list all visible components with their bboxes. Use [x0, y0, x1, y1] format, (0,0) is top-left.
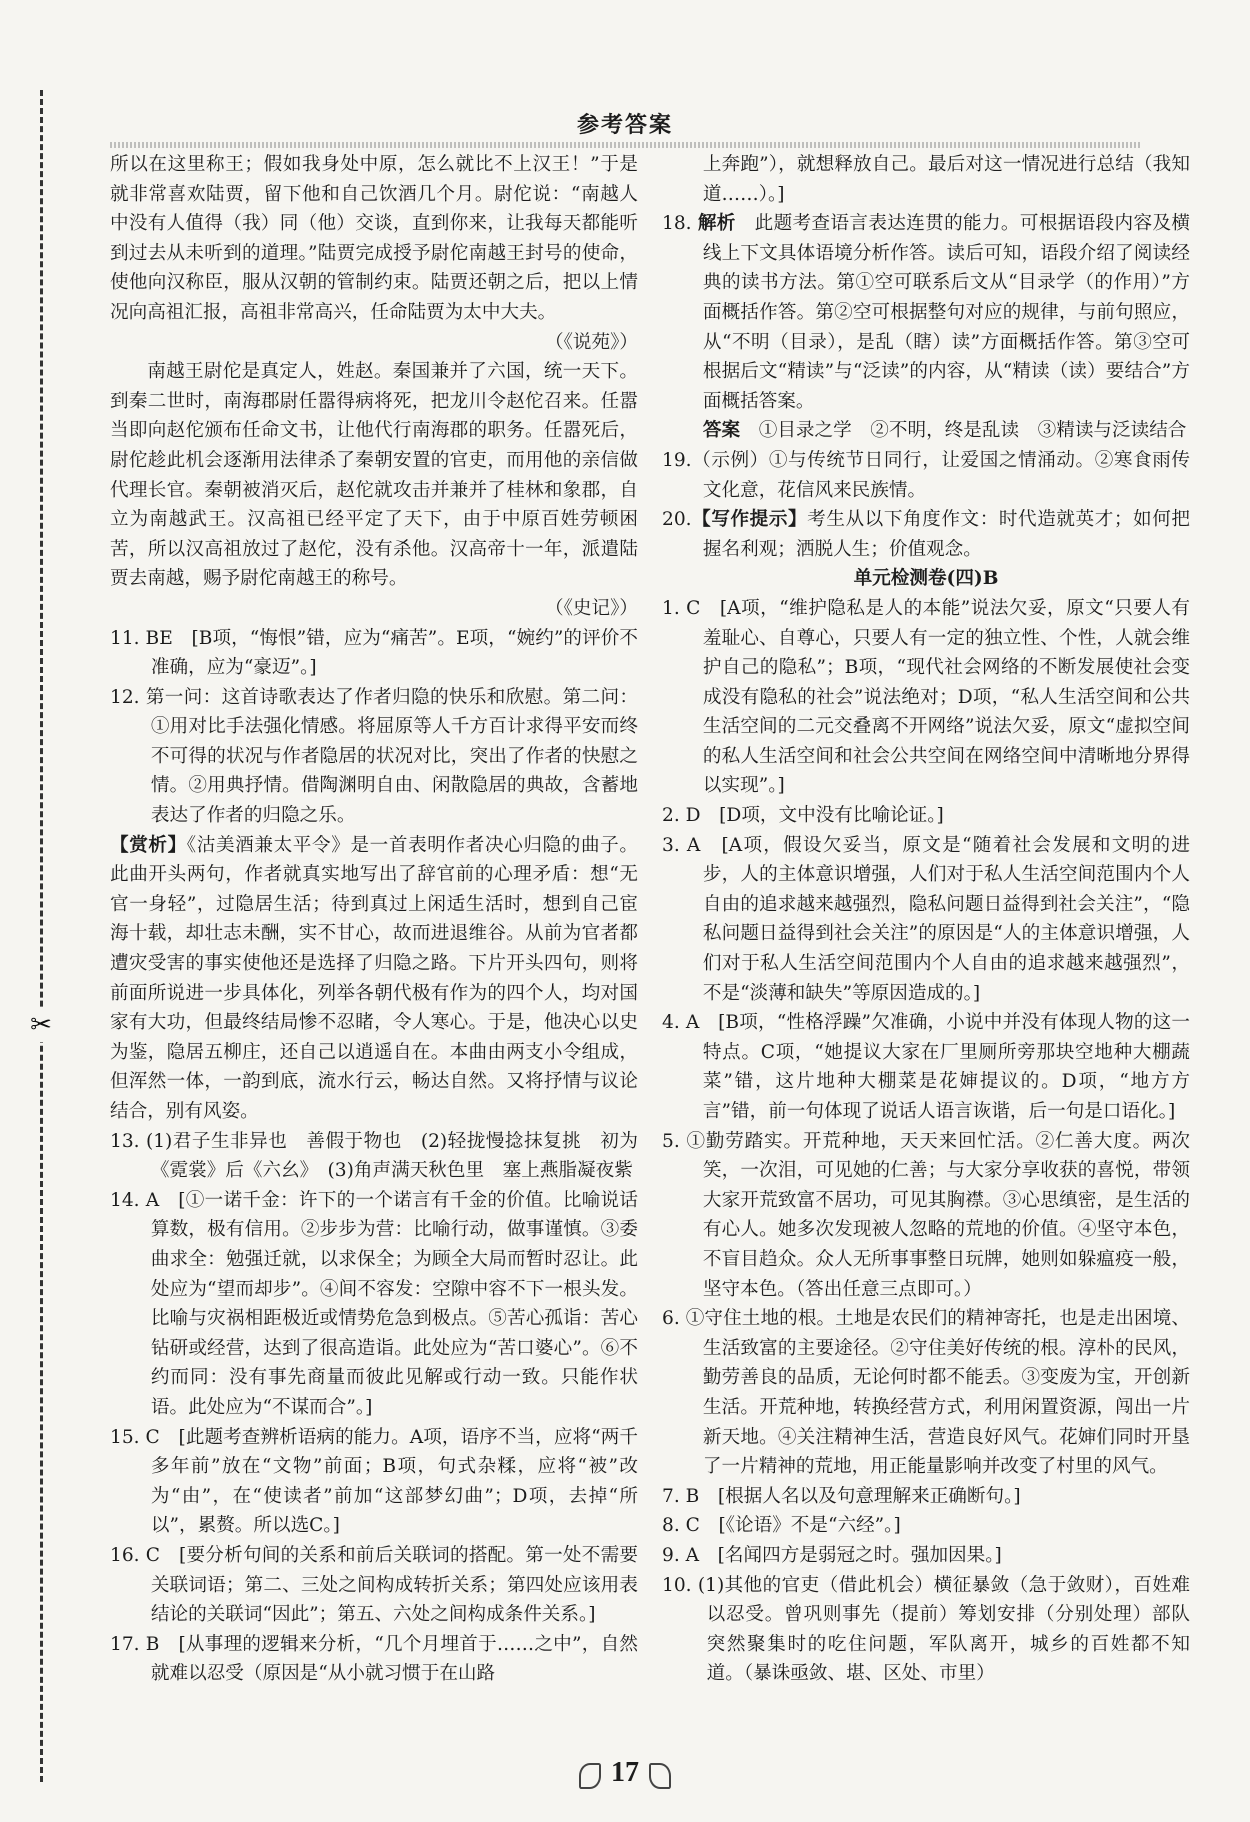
source-note: （《说苑》） [545, 331, 638, 353]
answer-continuation: 上奔跑”），就想释放自己。最后对这一情况进行总结（我知道……）。] [702, 154, 1190, 205]
answer-item: 18. 解析 此题考查语言表达连贯的能力。可根据语段内容及横线上下文具体语境分析作答。读后可知，语段介绍了阅读经典的读书方法。第①空可联系后文从“目录学（的作用）”方面概括作答。第②空可根据整句对应的规律，与前句照应，从“不明（目录），是乱（瞎）读”方面概括作答。第③空可根据后文“精读”与“泛读”的内容，从“精读（读）要结合”方面概括答案。 [662, 213, 1190, 412]
page-header [110, 108, 1140, 150]
answer-item: 17. B [从事理的逻辑来分析，“几个月埋首于……之中”，自然就难以忍受（原因是“从小就习惯于在山路 [110, 1633, 638, 1685]
answer-item: 20.【写作提示】考生从以下角度作文：时代造就英才；如何把握名利观；洒脱人生；价值观念。 [662, 509, 1190, 560]
answer-item: 16. C [要分析句间的关系和前后关联词的搭配。第一处不需要关联词语；第二、三处之间构成转折关系；第四处应该用表结论的关联词“因此”；第五、六处之间构成条件关系。] [110, 1544, 638, 1626]
unit-title: 单元检测卷(四)B [853, 568, 999, 590]
answer-item: 4. A [B项，“性格浮躁”欠准确，小说中并没有体现人物的这一特点。C项，“她提议大家在厂里厕所旁那块空地种大棚蔬菜”错，这片地种大棚菜是花婶提议的。D项，“地方方言”错，前一句体现了说话人语言诙谐，后一句是口语化。] [662, 1012, 1190, 1122]
answer-item: 2. D [D项，文中没有比喻论证。] [662, 805, 944, 827]
answer-item: 19.（示例）①与传统节日同行，让爱国之情涌动。②寒食雨传文化意，花信风来民族情。 [662, 449, 1190, 501]
answer-text: ①目录之学 ②不明，终是乱读 ③精读与泛读结合 [758, 420, 1187, 442]
answer-item: 7. B [根据人名以及句意理解来正确断句。] [662, 1485, 1021, 1507]
writing-tip-tag: 【写作提示】 [691, 509, 808, 531]
cut-line [40, 90, 43, 1782]
appreciation-tag: 【赏析】 [110, 834, 187, 856]
answer-item: 6. ①守住土地的根。土地是农民们的精神寄托，也是走出困境、生活致富的主要途径。②守住美好传统的根。淳朴的民风，勤劳善良的品质，无论何时都不能丢。③变废为宝，开创新生活。开荒种地，转换经营方式，利用闲置资源，闯出一片新天地。④关注精神生活，营造良好风气。花婶们同时开垦了一片精神的荒地，用正能量影响并改变了村里的风气。 [662, 1308, 1190, 1478]
answer-item: 11. BE [B项，“悔恨”错，应为“痛苦”。E项，“婉约”的评价不准确，应为“豪迈”。] [110, 627, 638, 679]
appreciation-text: 《沽美酒兼太平令》是一首表明作者决心归隐的曲子。此曲开头两句，作者就真实地写出了辞官前的心理矛盾：想“无官一身轻”，过隐居生活；待到真过上闲适生活时，想到自己宦海十载，却壮志未酬，实不甘心，故而进退维谷。从前为官者都遭灾受害的事实使他还是选择了归隐之路。下片开头四句，则将前面所说进一步具体化，列举各朝代极有作为的四个人，均对国家有大功，但最终结局惨不忍睹，令人寒心。于是，他决心以史为鉴，隐居五柳庄，还自己以逍遥自在。本曲由两支小令组成，但浑然一体，一韵到底，流水行云，畅达自然。又将抒情与议论结合，别有风姿。 [110, 834, 638, 1122]
header-rule [110, 142, 1140, 148]
answer-line [662, 416, 1190, 446]
answer-item: 14. A [①一诺千金：许下的一个诺言有千金的价值。比喻说话算数，极有信用。②步步为营：比喻行动，做事谨慎。③委曲求全：勉强迁就，以求保全；为顾全大局而暂时忍让。此处应为“望而却步”。④间不容发：空隙中容不下一根头发。比喻与灾祸相距极近或情势危急到极点。⑤苦心孤诣：苦心钻研或经营，达到了很高造诣。此处应为“苦口婆心”。⑥不约而同：没有事先商量而彼此见解或行动一致。只能作状语。此处应为“不谋而合”。] [110, 1189, 638, 1418]
appreciation-note [110, 831, 638, 1127]
translation-paragraph: 南越王尉佗是真定人，姓赵。秦国兼并了六国，统一天下。到秦二世时，南海郡尉任嚣得病将死，把龙川令赵佗召来。任嚣当即向赵佗颁布任命文书，让他代行南海郡的职务。任嚣死后，尉佗趁此机会逐渐用法律杀了秦朝安置的官吏，而用他的亲信做代理长官。秦朝被消灭后，赵佗就攻击并兼并了桂林和象郡，自立为南越武王。汉高祖已经平定了天下，由于中原百姓劳顿困苦，所以汉高祖放过了赵佗，没有杀他。汉高帝十一年，派遣陆贾去南越，赐予尉佗南越王的称号。 [110, 361, 638, 590]
analysis-tag: 解析 [697, 213, 736, 235]
scissors-icon: ✂ [28, 1008, 54, 1042]
answer-item: 10. (1)其他的官吏（借此机会）横征暴敛（急于敛财），百姓难以忍受。曾巩则事先（提前）筹划安排（分别处理）部队突然聚集时的吃住问题，军队离开，城乡的百姓都不知道。（暴诛亟敛、堪、区处、市里） [662, 1574, 1190, 1685]
writing-tip-text: 考生从以下角度作文：时代造就英才；如何把握名利观；洒脱人生；价值观念。 [702, 509, 1190, 560]
answer-item: 9. A [名闻四方是弱冠之时。强加因果。] [662, 1544, 1002, 1566]
answer-item: 15. C [此题考查辨析语病的能力。A项，语序不当，应将“两千多年前”放在“文物”前面；B项，句式杂糅，应将“被”改为“由”，在“使读者”前加“这部梦幻曲”；D项，去掉“所以”，累赘。所以选C。] [110, 1426, 638, 1537]
analysis-text: 此题考查语言表达连贯的能力。可根据语段内容及横线上下文具体语境分析作答。读后可知，语段介绍了阅读经典的读书方法。第①空可联系后文从“目录学（的作用）”方面概括作答。第②空可根据整句对应的规律，与前句照应，从“不明（目录），是乱（瞎）读”方面概括作答。第③空可根据后文“精读”与“泛读”的内容，从“精读（读）要结合”方面概括答案。 [702, 213, 1190, 412]
answer-item: 1. C [A项，“维护隐私是人的本能”说法欠妥，原文“只要人有羞耻心、自尊心，只要人有一定的独立性、个性，人就会维护自己的隐私”；B项，“现代社会网络的不断发展使社会变成没有隐私的社会”说法绝对；D项，“私人生活空间和公共生活空间的二元交叠离不开网络”说法欠妥，原文“虚拟空间的私人生活空间和社会公共空间在网络空间中清晰地分界得以实现”。] [662, 597, 1190, 797]
answer-item: 5. ①勤劳踏实。开荒种地，天天来回忙活。②仁善大度。两次笑，一次泪，可见她的仁善；与大家分享收获的喜悦，带领大家开荒致富不居功，可见其胸襟。③心思缜密，是生活的有心人。她多次发现被人忽略的荒地的价值。④坚守本色，不盲目趋众。众人无所事事整日玩牌，她则如躲瘟疫一般，坚守本色。（答出任意三点即可。） [662, 1130, 1190, 1300]
answer-item: 3. A [A项，假设欠妥当，原文是“随着社会发展和文明的进步，人的主体意识增强，人们对于私人生活空间范围内个人自由的追求越来越强烈，隐私问题日益得到社会关注”，“隐私问题日益得到社会关注”的原因是“人的主体意识增强，人们对于私人生活空间范围内个人自由的追求越来越强烈”，不是“淡薄和缺失”等原因造成的。] [662, 834, 1190, 1004]
page-number: 17 [595, 1753, 655, 1793]
answer-tag: 答案 [702, 420, 741, 442]
answer-item: 12. 第一问：这首诗歌表达了作者归隐的快乐和欣慰。第二问：①用对比手法强化情感。将屈原等人千方百计求得平安而终不可得的状况与作者隐居的状况对比，突出了作者的快慰之情。②用典抒情。借陶渊明自由、闲散隐居的典故，含蓄地表达了作者的归隐之乐。 [110, 686, 638, 827]
right-column [662, 150, 1190, 1689]
left-column [110, 150, 638, 1689]
source-note: （《史记》） [545, 597, 638, 619]
answer-item: 13. (1)君子生非异也 善假于物也 (2)轻拢慢捻抹复挑 初为《霓裳》后《六幺》 (3)角声满天秋色里 塞上燕脂凝夜紫 [110, 1130, 638, 1182]
page-title: 参考答案 [576, 112, 673, 138]
translation-paragraph: 所以在这里称王；假如我身处中原，怎么就比不上汉王！”于是就非常喜欢陆贾，留下他和自己饮酒几个月。尉佗说：“南越人中没有人值得（我）同（他）交谈，直到你来，让我每天都能听到过去从未听到的道理。”陆贾完成授予尉佗南越王封号的使命，使他向汉称臣，服从汉朝的管制约束。陆贾还朝之后，把以上情况向高祖汇报，高祖非常高兴，任命陆贾为太中大夫。 [110, 154, 638, 323]
answer-item: 8. C [《论语》不是“六经”。] [662, 1515, 901, 1537]
